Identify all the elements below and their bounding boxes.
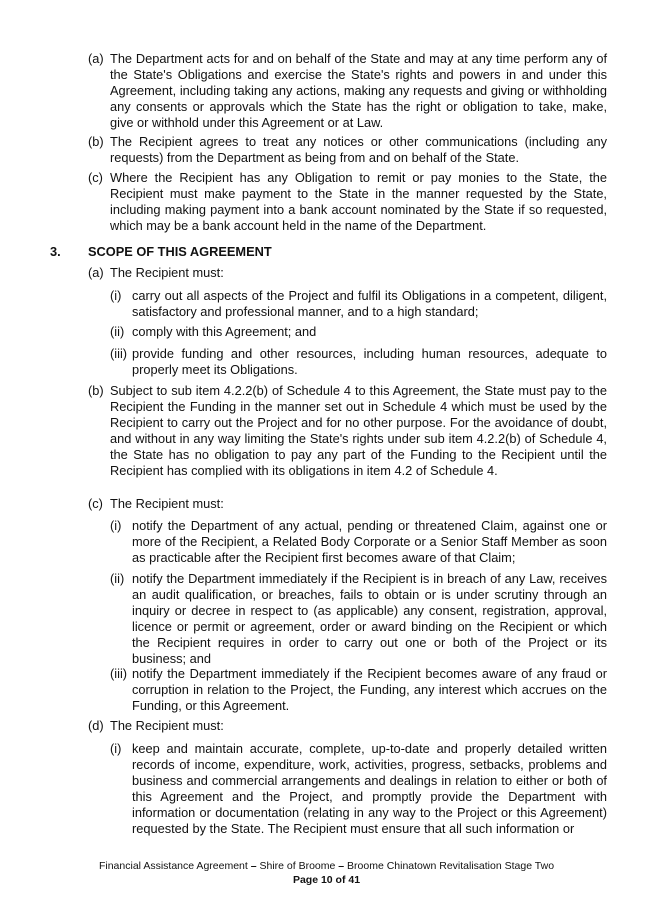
page-number: Page 10 of 41 [292, 874, 361, 886]
subclause-text: comply with this Agreement; and [132, 324, 317, 339]
footer-shire: Shire of Broome [256, 860, 339, 872]
clause-text: Subject to sub item 4.2.2(b) of Schedule 4 to this Agreement, the State must pay to the Recipient the Funding in the manner set out in Schedule 4 which must be used by the Recipient to carry out the Project and for no other purpose. For the avoidance of doubt, and without in any way limiting the State's rights under sub item 4.2.2(b) of Schedule 4, the State has no obligation to pay any part of the Funding to the Recipient until the Recipient has complied with its obligations in item 4.2 of Schedule 4. [110, 383, 607, 478]
clause-label: (a) [88, 265, 104, 280]
section-number: 3. [50, 244, 61, 259]
section-title: SCOPE OF THIS AGREEMENT [88, 244, 272, 259]
clause-label: (d) [88, 718, 104, 733]
clause-text: The Recipient must: [110, 496, 224, 511]
clause-label: (b) [88, 134, 104, 149]
subclause-text: notify the Department of any actual, pending or threatened Claim, against one or more of the Recipient, a Related Body Corporate or a Senior Staff Member as soon as practicable after the Recipient first becomes aware of that Claim; [132, 518, 607, 565]
subclause-label: (i) [110, 288, 122, 303]
clause-text: The Recipient agrees to treat any notices or other communications (including any requests) from the Department as being from and on behalf of the State. [110, 134, 607, 165]
footer-agreement-prefix: Financial Assistance Agreement [98, 860, 251, 872]
subclause-label: (i) [110, 518, 122, 533]
footer-agreement-title [0, 859, 653, 873]
footer-dash: – [250, 860, 257, 872]
subclause-label: (ii) [110, 571, 125, 586]
subclause-label: (iii) [110, 666, 128, 681]
subclause-text: notify the Department immediately if the Recipient is in breach of any Law, receives an audit qualification, or breaches, fails to obtain or is under scrutiny through an inquiry or decree in respect to (as applicable) any consent, registration, approval, licence or permit or agreement, order or award binding on the Recipient or which the Recipient requires in order to carry out one or both of the Project or its business; and [132, 571, 607, 666]
clause-text: The Department acts for and on behalf of the State and may at any time perform any of the State's Obligations and exercise the State's rights and powers in and under this Agreement, including taking any actions, making any requests and giving or withholding any consents or approvals which the State has the right or obligation to take, make, give or withhold under this Agreement or at Law. [110, 51, 607, 130]
subclause-label: (i) [110, 741, 122, 756]
subclause-text: keep and maintain accurate, complete, up-to-date and properly detailed written records of income, expenditure, work, activities, progress, setbacks, problems and business and commercial arrangements and dealings in relation to either or both of this Agreement and the Project, and promptly provide the Department with information or documentation (relating in any way to the Project or this Agreement) requested by the State. The Recipient must ensure that all such information or [132, 741, 607, 836]
footer-dash: – [338, 860, 345, 872]
footer-project: Broome Chinatown Revitalisation Stage Two [344, 860, 555, 872]
subclause-text: provide funding and other resources, including human resources, adequate to properly meet its Obligations. [132, 346, 607, 377]
clause-text: The Recipient must: [110, 718, 224, 733]
clause-text: The Recipient must: [110, 265, 224, 280]
clause-label: (c) [88, 496, 103, 511]
subclause-label: (ii) [110, 324, 125, 339]
subclause-text: carry out all aspects of the Project and fulfil its Obligations in a competent, diligent, satisfactory and professional manner, and to a high standard; [132, 288, 607, 319]
clause-label: (c) [88, 170, 103, 185]
clause-text: Where the Recipient has any Obligation to remit or pay monies to the State, the Recipient must make payment to the State in the manner requested by the State, including making payment into a bank account nominated by the State if so requested, which may be a bank account held in the name of the Department. [110, 170, 607, 233]
subclause-text: notify the Department immediately if the Recipient becomes aware of any fraud or corruption in relation to the Project, the Funding, any interest which accrues on the Funding, or this Agreement. [132, 666, 607, 713]
clause-label: (b) [88, 383, 104, 398]
clause-label: (a) [88, 51, 104, 66]
subclause-label: (iii) [110, 346, 128, 361]
